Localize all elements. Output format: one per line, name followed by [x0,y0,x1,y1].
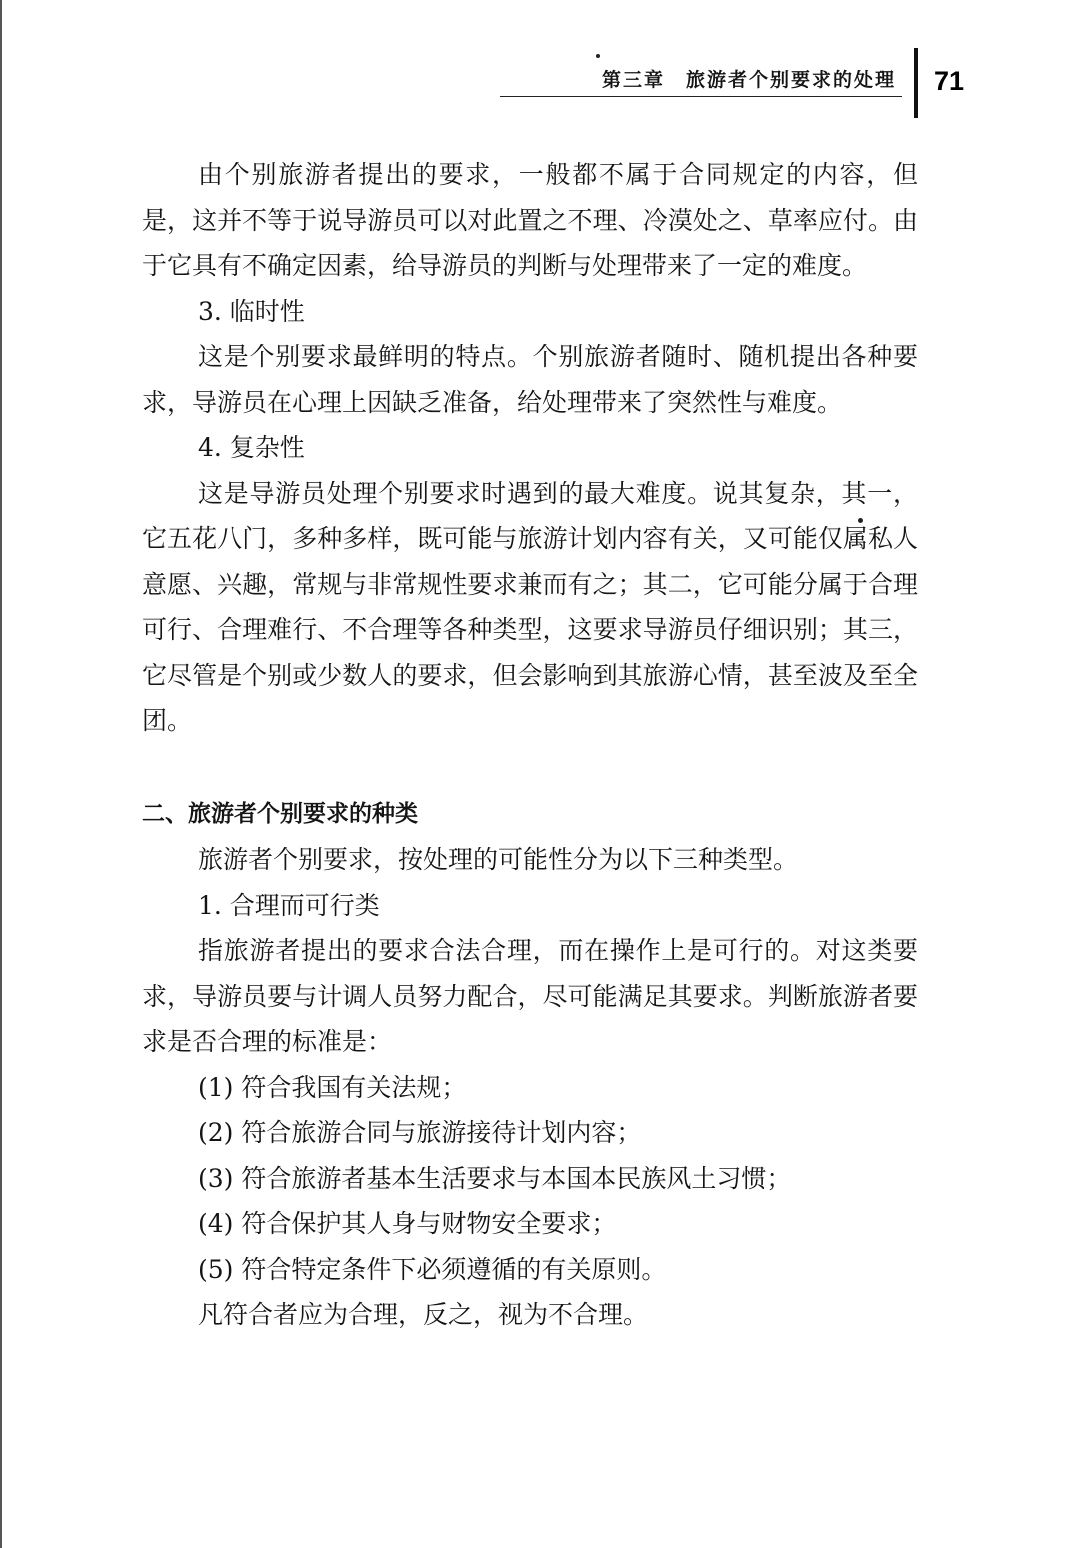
paragraph: 这是导游员处理个别要求时遇到的最大难度。说其复杂，其一，它五花八门，多种多样，既可能与旅游计划内容有关，又可能仅属私人意愿、兴趣，常规与非常规性要求兼而有之；其二，它可能分属于合理可行、合理难行、不合理等各种类型，这要求导游员仔细识别；其三，它尽管是个别或少数人的要求，但会影响到其旅游心情，甚至波及至全团。 [142,478,918,735]
chapter-title: 第三章 旅游者个别要求的处理 [601,69,896,91]
header-divider-bar [914,48,918,118]
criteria-item: (2) 符合旅游合同与旅游接待计划内容； [198,1118,642,1147]
criteria-item: (5) 符合特定条件下必须遵循的有关原则。 [198,1254,667,1284]
criteria-item: (3) 符合旅游者基本生活要求与本国本民族风土习惯； [198,1163,792,1193]
criteria-item: (1) 符合我国有关法规； [198,1072,467,1102]
paragraph: 旅游者个别要求，按处理的可能性分为以下三种类型。 [198,845,799,874]
print-speck [596,54,600,58]
page-left-edge [0,0,2,1548]
running-header [500,62,902,97]
paragraph: 凡符合者应为合理，反之，视为不合理。 [198,1300,649,1329]
section-heading: 二、旅游者个别要求的种类 [142,800,418,827]
subheading-complexity: 4. 复杂性 [198,433,305,462]
paragraph: 这是个别要求最鲜明的特点。个别旅游者随时、随机提出各种要求，导游员在心理上因缺乏准备，给处理带来了突然性与难度。 [142,342,918,417]
page-number: 71 [934,66,965,96]
paragraph: 指旅游者提出的要求合法合理，而在操作上是可行的。对这类要求，导游员要与计调人员努力配合，尽可能满足其要求。判断旅游者要求是否合理的标准是： [142,936,918,1056]
criteria-item: (4) 符合保护其人身与财物安全要求； [198,1209,617,1238]
subheading-reasonable-feasible: 1. 合理而可行类 [198,890,380,920]
subheading-temporary: 3. 临时性 [198,296,305,326]
page-body [142,152,918,1338]
paragraph: 由个别旅游者提出的要求，一般都不属于合同规定的内容，但是，这并不等于说导游员可以对此置之不理、冷漠处之、草率应付。由于它具有不确定因素，给导游员的判断与处理带来了一定的难度。 [142,160,918,280]
